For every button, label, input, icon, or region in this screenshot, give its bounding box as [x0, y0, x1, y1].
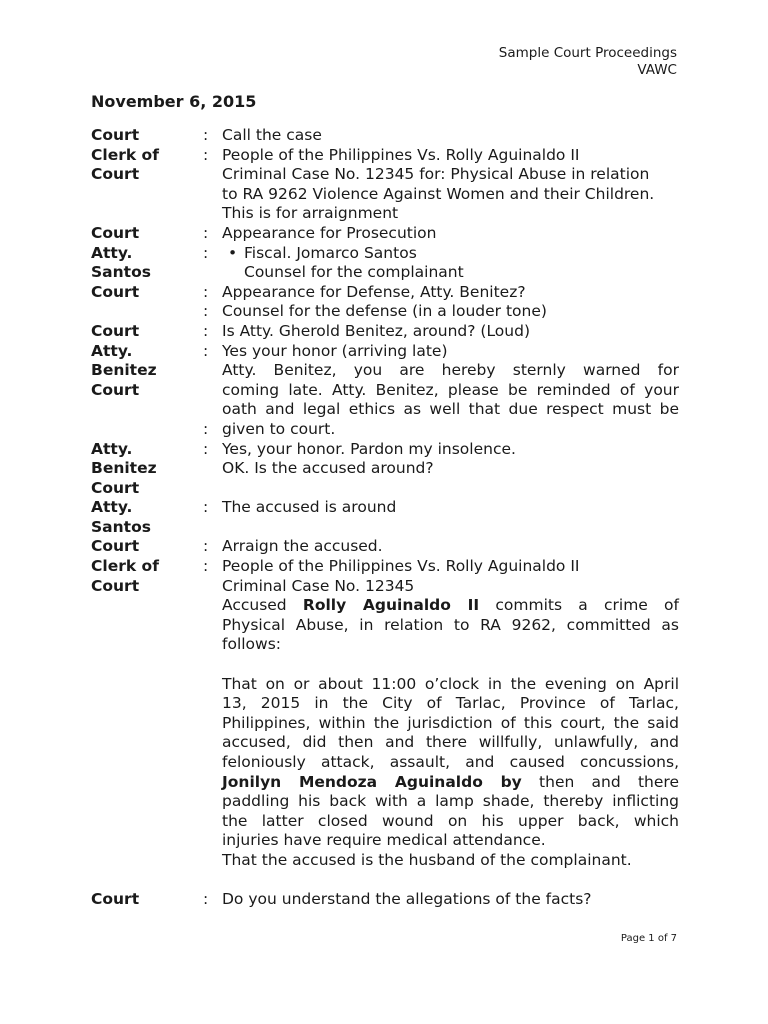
statement-line: That on or about 11:00 o’clock in the evening on April: [222, 674, 679, 693]
colon-separator: :: [203, 890, 209, 909]
statement: [222, 224, 679, 244]
statement-line: Physical Abuse, in relation to RA 9262, committed as: [222, 615, 679, 634]
statement-line: [222, 773, 679, 793]
statement: [222, 342, 679, 440]
statement-line: Yes, your honor. Pardon my insolence.: [222, 439, 516, 458]
colon-separator: [201, 342, 222, 440]
colon-separator: :: [203, 282, 209, 301]
speaker-label: Court: [91, 321, 140, 340]
statement-line: People of the Philippines Vs. Rolly Aguinaldo II: [222, 557, 580, 576]
statement-line: Appearance for Defense, Atty. Benitez?: [222, 282, 526, 301]
colon-separator: :: [203, 223, 209, 242]
speaker-label: Clerk of Court: [91, 145, 159, 184]
statement-line: Is Atty. Gherold Benitez, around? (Loud): [222, 321, 530, 340]
statement-line: Counsel for the complainant: [244, 263, 464, 282]
statement: [222, 283, 679, 303]
colon-separator: :: [203, 439, 209, 458]
statement-line: feloniously attack, assault, and caused concussions,: [222, 753, 679, 771]
statement-line: [222, 596, 679, 616]
transcript-row: [91, 244, 679, 283]
victim-suffix: then and there: [521, 772, 679, 791]
statement-line: Fiscal. Jomarco Santos: [244, 243, 417, 262]
statement-line: Appearance for Prosecution: [222, 223, 437, 242]
transcript-row: [91, 322, 679, 342]
statement: [222, 322, 679, 342]
statement: [222, 890, 679, 910]
transcript-row: [91, 342, 679, 440]
statement-line: Philippines, within the jurisdiction of this court, the said: [222, 713, 679, 732]
transcript-row: [91, 146, 679, 224]
accused-suffix: commits a crime of: [479, 596, 679, 615]
statement-line: 13, 2015 in the City of Tarlac, Province of Tarlac,: [222, 694, 679, 713]
statement-line: paddling his back with a lamp shade, thereby inflicting: [222, 792, 679, 811]
statement: [222, 537, 679, 557]
statement-line: coming late. Atty. Benitez, please be reminded of your: [222, 380, 679, 399]
document-header: [499, 45, 677, 79]
colon-separator: :: [203, 537, 209, 556]
speaker-label: Court: [91, 126, 140, 144]
statement-line: the latter closed wound on his upper back, which: [222, 811, 679, 830]
statement-line: Arraign the accused.: [222, 537, 383, 556]
transcript: [91, 126, 679, 910]
speaker-label: Atty. Santos: [91, 498, 151, 536]
transcript-row: [91, 537, 679, 557]
colon-separator: :: [203, 498, 209, 517]
header-subtitle: VAWC: [637, 62, 677, 78]
colon-separator: :: [203, 341, 209, 360]
transcript-row: [91, 224, 679, 244]
statement-line: This is for arraignment: [222, 204, 399, 223]
statement-line: injuries have require medical attendance.: [222, 831, 546, 850]
speaker-label: Court: [91, 282, 140, 301]
statement-line: Call the case: [222, 126, 322, 144]
statement: [222, 126, 679, 146]
transcript-row: [91, 890, 679, 910]
statement-line: oath and legal ethics as well that due respect must be: [222, 400, 679, 419]
colon-separator: :: [203, 145, 209, 164]
blank-line: [222, 655, 679, 675]
statement-line: accused, did then and there willfully, unlawfully, and: [222, 733, 679, 752]
speaker-label: Atty. Benitez Court: [91, 439, 157, 497]
transcript-row: [91, 557, 679, 871]
accused-prefix: Accused: [222, 596, 303, 615]
statement-line: Yes your honor (arriving late): [222, 341, 448, 360]
speaker-label: Court: [91, 890, 140, 909]
colon-separator: :: [203, 557, 209, 576]
speaker-label: Atty. Benitez Court: [91, 341, 157, 399]
bullet-icon: •: [228, 243, 238, 262]
spacer: [91, 871, 679, 891]
statement-line: That the accused is the husband of the complainant.: [222, 850, 632, 869]
speaker-label: Atty. Santos: [91, 243, 151, 282]
statement-line: Criminal Case No. 12345: [222, 576, 415, 595]
statement-line: Criminal Case No. 12345 for: Physical Abuse in relation: [222, 165, 650, 184]
accused-name: Rolly Aguinaldo II: [302, 596, 480, 615]
transcript-row: [91, 498, 679, 537]
transcript-row: [91, 440, 679, 499]
speaker-label: Court: [91, 537, 140, 556]
transcript-row: [91, 302, 679, 322]
statement: [222, 146, 679, 224]
header-title: Sample Court Proceedings: [498, 45, 677, 61]
statement: [222, 244, 679, 283]
hearing-date: November 6, 2015: [91, 92, 257, 111]
statement-line: The accused is around: [222, 498, 397, 517]
colon-separator: :: [203, 126, 209, 144]
colon-separator: :: [203, 419, 209, 438]
speaker-label: Court: [91, 223, 140, 242]
victim-name: Jonilyn Mendoza Aguinaldo by: [222, 772, 522, 791]
statement: [222, 302, 679, 322]
statement-line: People of the Philippines Vs. Rolly Aguinaldo II: [222, 145, 580, 164]
statement-line: to RA 9262 Violence Against Women and their Children.: [222, 184, 655, 203]
statement: [222, 498, 679, 518]
transcript-row: [91, 126, 679, 146]
statement-line: Do you understand the allegations of the facts?: [222, 890, 592, 909]
colon-separator: :: [203, 321, 209, 340]
page-number: Page 1 of 7: [620, 933, 677, 944]
speaker-label: Clerk of Court: [91, 557, 159, 595]
statement: [222, 440, 679, 479]
transcript-row: [91, 283, 679, 303]
colon-separator: :: [203, 302, 209, 321]
statement-line: follows:: [222, 635, 282, 654]
statement-line: Atty. Benitez, you are hereby sternly warned for: [222, 361, 679, 380]
statement-line: Counsel for the defense (in a louder tone): [222, 302, 547, 321]
statement-line: given to court.: [222, 419, 336, 438]
colon-separator: :: [203, 243, 209, 262]
statement-line: OK. Is the accused around?: [222, 459, 434, 478]
bullet-item: [222, 244, 679, 264]
statement: [222, 557, 679, 871]
